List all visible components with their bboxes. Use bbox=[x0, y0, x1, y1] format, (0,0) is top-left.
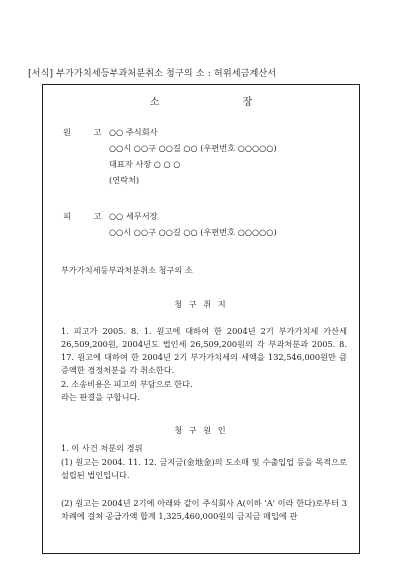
cause-heading: 청 구 원 인 bbox=[174, 425, 228, 435]
cause-paragraph-2: (2) 원고는 2004년 2기에 아래와 같이 주식회사 A(이하 'A' 이라 한다)로부터 3차례에 걸쳐 공급가액 합계 1,325,460,000원의 금지금 매입에 관 bbox=[61, 498, 347, 521]
claim-paragraph-2: 2. 소송비용은 피고의 부담으로 한다. bbox=[61, 379, 193, 389]
claim-heading: 청 구 취 지 bbox=[174, 299, 228, 309]
plaintiff-contact: (연락처) bbox=[109, 175, 140, 185]
claim-paragraph-1: 1. 피고가 2005. 8. 1. 원고에 대하여 한 2004년 2기 부가가치세 가산세 26,509,200원, 2004년도 법인세 26,509,200원의 각 부과처분과 2005. 8. 17. 원고에 대하여 한 2004년 2기 부가가치세의 세액을 132,546,000원만 큼 증액한 경정처분을 각 취소한다. bbox=[61, 326, 347, 375]
defendant-label: 피 고 bbox=[63, 211, 112, 221]
plaintiff-label: 원 고 bbox=[63, 127, 112, 137]
plaintiff-representative: 대표자 사장 ○ ○ ○ bbox=[109, 159, 181, 169]
defendant-address: ○○시 ○○구 ○○길 ○○ (우편번호 ○○○○○) bbox=[109, 227, 277, 237]
cause-section-1: 1. 이 사건 처분의 경위 bbox=[61, 443, 143, 453]
document-title: 소 장 bbox=[149, 97, 293, 108]
claim-paragraph-3: 라는 판결을 구합니다. bbox=[61, 392, 140, 402]
plaintiff-name: ○○ 주식회사 bbox=[109, 127, 158, 137]
cause-paragraph-1: (1) 원고는 2004. 11. 12. 금지금(金地金)의 도소매 및 수출입업 등을 목적으로 설립된 법인입니다. bbox=[61, 457, 347, 480]
complaint-document bbox=[42, 84, 360, 554]
plaintiff-address: ○○시 ○○구 ○○길 ○○ (우편번호 ○○○○○) bbox=[109, 143, 277, 153]
defendant-name: ○○ 세무서장 bbox=[109, 211, 158, 221]
case-title: 부가가치세등부과처분취소 청구의 소 bbox=[61, 265, 193, 275]
form-header: [서식] 부가가치세등부과처분취소 청구의 소 : 허위세금계산서 bbox=[28, 69, 277, 79]
